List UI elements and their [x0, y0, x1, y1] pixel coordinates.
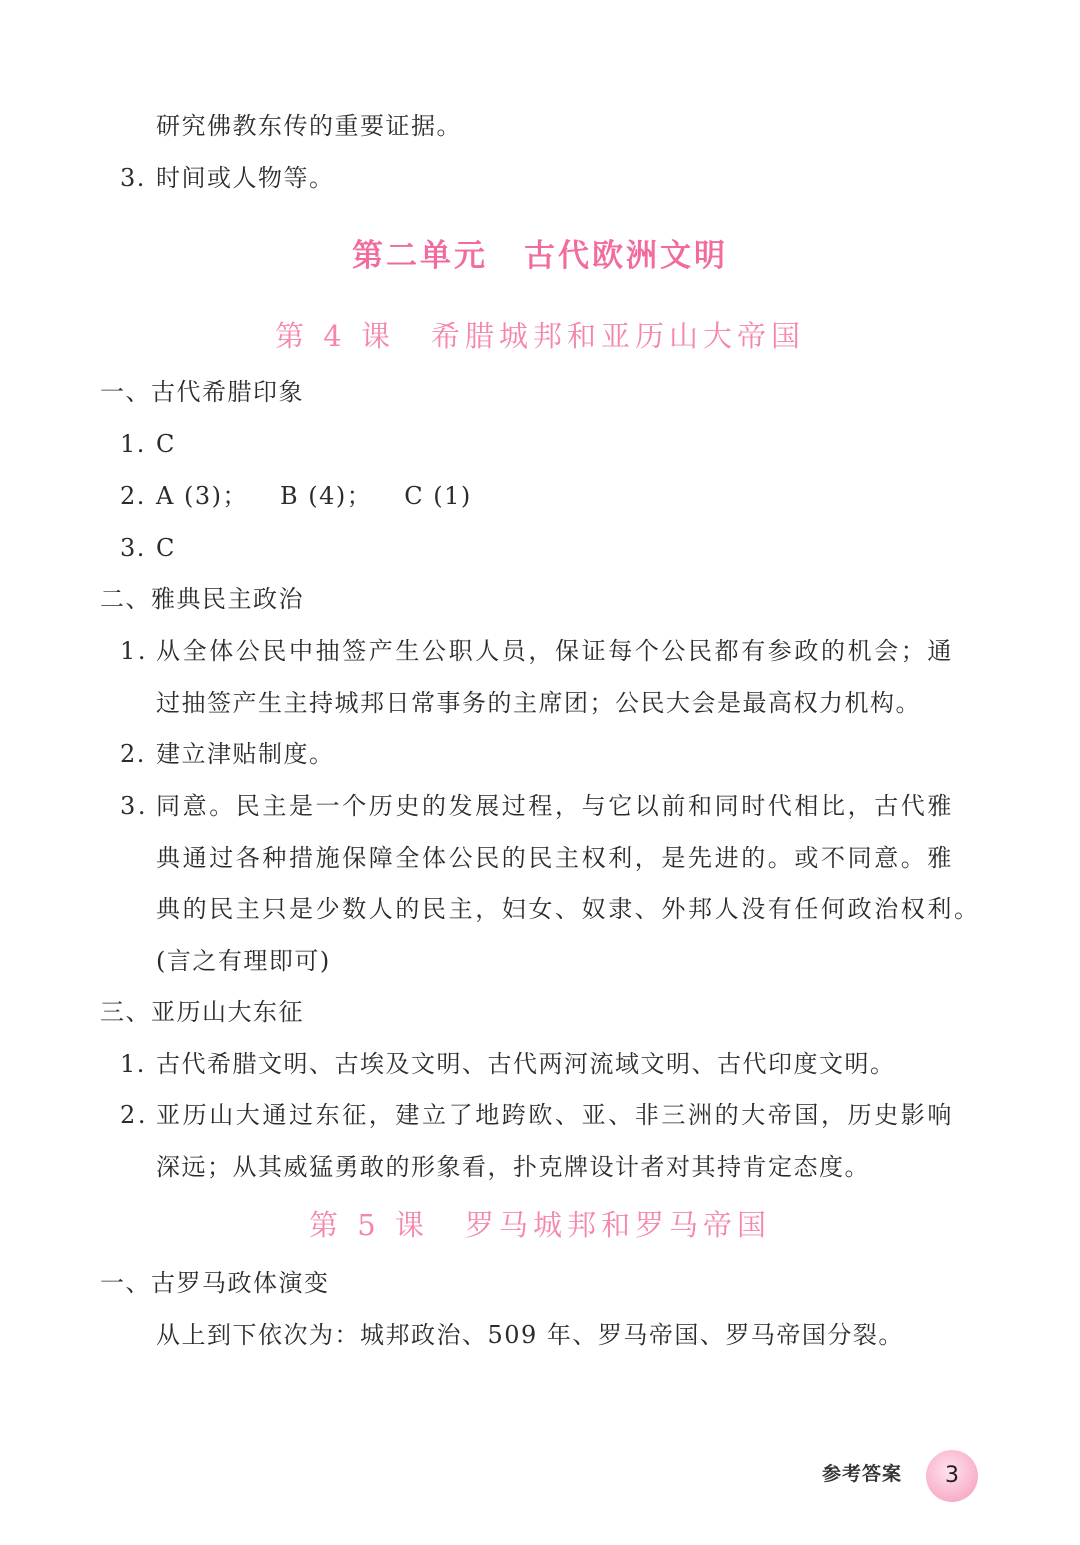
match-a: A (3)；: [156, 482, 248, 510]
match-b: B (4)；: [279, 482, 373, 510]
match-c: C (1): [404, 482, 472, 510]
lesson-name: 罗马城邦和罗马帝国: [464, 1208, 771, 1242]
item-text: C: [156, 430, 176, 458]
item-number: 1.: [120, 1050, 146, 1078]
item-number: 1.: [120, 430, 146, 458]
lesson-number: 第 5 课: [309, 1208, 429, 1242]
item-text: [156, 480, 472, 512]
item-text-line: 从全体公民中抽签产生公职人员，保证每个公民都有参政的机会；通: [156, 637, 954, 665]
item-text-line: 过抽签产生主持城邦日常事务的主席团；公民大会是最高权力机构。: [156, 689, 921, 717]
section-heading: 三、亚历山大东征: [100, 998, 304, 1026]
item-number: 2.: [120, 482, 146, 510]
answer-text: 从上到下依次为：城邦政治、509 年、罗马帝国、罗马帝国分裂。: [156, 1321, 904, 1349]
item-text-line: 典通过各种措施保障全体公民的民主权利，是先进的。或不同意。雅: [156, 844, 954, 872]
item-text-line: 亚历山大通过东征，建立了地跨欧、亚、非三洲的大帝国，历史影响: [156, 1101, 954, 1129]
footer-label: 参考答案: [822, 1463, 903, 1485]
unit-name: 古代欧洲文明: [524, 238, 728, 274]
section-heading: 二、雅典民主政治: [100, 585, 304, 613]
lesson-5-title: [0, 1205, 1080, 1245]
item-text-line: 典的民主只是少数人的民主，妇女、奴隶、外邦人没有任何政治权利。: [156, 895, 981, 923]
section-heading: 一、古代希腊印象: [100, 378, 304, 406]
item-text-line: 同意。民主是一个历史的发展过程，与它以前和同时代相比，古代雅: [156, 792, 954, 820]
continued-answer-line: 研究佛教东传的重要证据。: [156, 112, 462, 140]
item-text-line: (言之有理即可): [156, 947, 331, 975]
unit-title: [0, 236, 1080, 276]
lesson-4-title: [0, 316, 1080, 356]
page-number-badge: 3: [926, 1450, 978, 1502]
item-number: 3.: [120, 792, 149, 820]
item-number: 2.: [120, 1101, 149, 1129]
lesson-name: 希腊城邦和亚历山大帝国: [430, 319, 805, 353]
item-text: 时间或人物等。: [156, 164, 335, 192]
item-text: 建立津贴制度。: [156, 740, 335, 768]
lesson-number: 第 4 课: [275, 319, 395, 353]
item-text: 古代希腊文明、古埃及文明、古代两河流域文明、古代印度文明。: [156, 1050, 896, 1078]
item-text: C: [156, 534, 176, 562]
item-number: 3.: [120, 164, 146, 192]
item-number: 1.: [120, 637, 149, 665]
item-number: 2.: [120, 740, 146, 768]
unit-number: 第二单元: [352, 238, 488, 274]
section-heading: 一、古罗马政体演变: [100, 1269, 330, 1297]
item-number: 3.: [120, 534, 146, 562]
item-text-line: 深远；从其威猛勇敢的形象看，扑克牌设计者对其持肯定态度。: [156, 1153, 870, 1181]
